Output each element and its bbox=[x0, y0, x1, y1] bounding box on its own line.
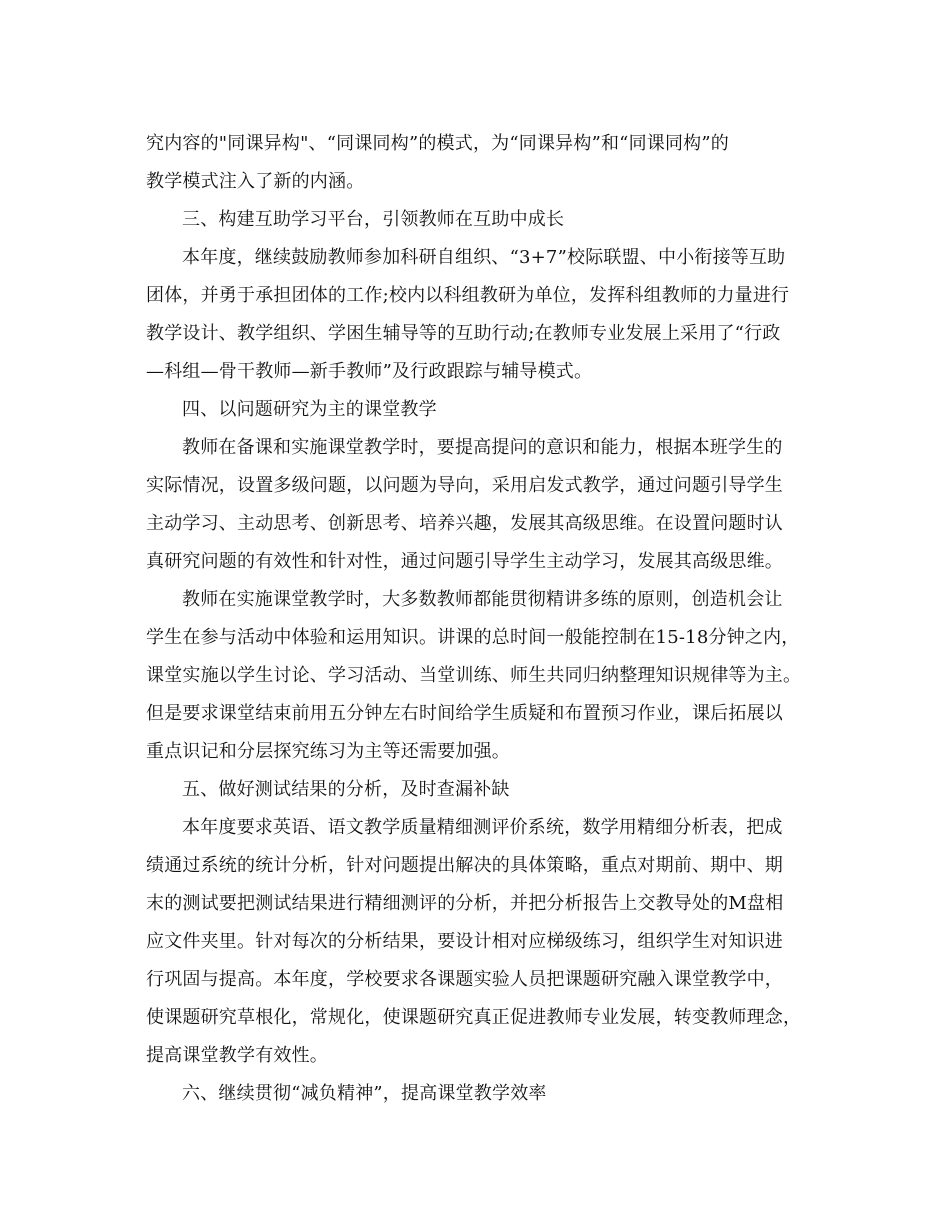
section-heading: 四、以问题研究为主的课堂教学 bbox=[182, 399, 437, 420]
section-heading: 三、构建互助学习平台，引领教师在互助中成长 bbox=[182, 209, 565, 230]
text-line: 绩通过系统的统计分析，针对问题提出解决的具体策略，重点对期前、期中、期 bbox=[146, 855, 783, 876]
text-line: 末的测试要把测试结果进行精细测评的分析，并把分析报告上交教导处的M盘相 bbox=[146, 893, 784, 914]
text-line: 实际情况，设置多级问题，以问题为导向，采用启发式教学，通过问题引导学生 bbox=[146, 475, 783, 496]
text-line: 教师在备课和实施课堂教学时，要提高提问的意识和能力，根据本班学生的 bbox=[182, 437, 783, 458]
text-line: 应文件夹里。针对每次的分析结果，要设计相对应梯级练习，组织学生对知识进 bbox=[146, 931, 783, 952]
text-line: 究内容的"同课异构"、“同课同构”的模式，为“同课异构”和“同课同构”的 bbox=[146, 133, 729, 154]
text-line: 团体，并勇于承担团体的工作;校内以科组教研为单位，发挥科组教师的力量进行 bbox=[146, 285, 790, 306]
text-line: 教学模式注入了新的内涵。 bbox=[146, 171, 365, 192]
section-heading: 六、继续贯彻“减负精神”，提高课堂教学效率 bbox=[182, 1083, 547, 1104]
text-line: 重点识记和分层探究练习为主等还需要加强。 bbox=[146, 741, 510, 762]
text-line: 但是要求课堂结束前用五分钟左右时间给学生质疑和布置预习作业，课后拓展以 bbox=[146, 703, 783, 724]
text-line: 学生在参与活动中体验和运用知识。讲课的总时间一般能控制在15-18分钟之内， bbox=[146, 627, 800, 648]
section-heading: 五、做好测试结果的分析，及时查漏补缺 bbox=[182, 779, 510, 800]
text-line: 提高课堂教学有效性。 bbox=[146, 1045, 328, 1066]
text-line: 使课题研究草根化，常规化，使课题研究真正促进教师专业发展，转变教师理念， bbox=[146, 1007, 802, 1028]
text-line: 本年度要求英语、语文教学质量精细测评价系统，数学用精细分析表，把成 bbox=[182, 817, 783, 838]
text-line: 主动学习、主动思考、创新思考、培养兴趣，发展其高级思维。在设置问题时认 bbox=[146, 513, 783, 534]
text-line: 本年度，继续鼓励教师参加科研自组织、“3+7”校际联盟、中小衔接等互助 bbox=[182, 247, 786, 268]
text-line: 课堂实施以学生讨论、学习活动、当堂训练、师生共同归纳整理知识规律等为主。 bbox=[146, 665, 802, 686]
text-line: 行巩固与提高。本年度，学校要求各课题实验人员把课题研究融入课堂教学中， bbox=[146, 969, 783, 990]
text-line: 教学设计、教学组织、学困生辅导等的互助行动;在教师专业发展上采用了“行政 bbox=[146, 323, 781, 344]
text-line: 真研究问题的有效性和针对性，通过问题引导学生主动学习，发展其高级思维。 bbox=[146, 551, 783, 572]
text-line: 教师在实施课堂教学时，大多数教师都能贯彻精讲多练的原则，创造机会让 bbox=[182, 589, 783, 610]
text-line: —科组—骨干教师—新手教师”及行政跟踪与辅导模式。 bbox=[146, 361, 593, 382]
